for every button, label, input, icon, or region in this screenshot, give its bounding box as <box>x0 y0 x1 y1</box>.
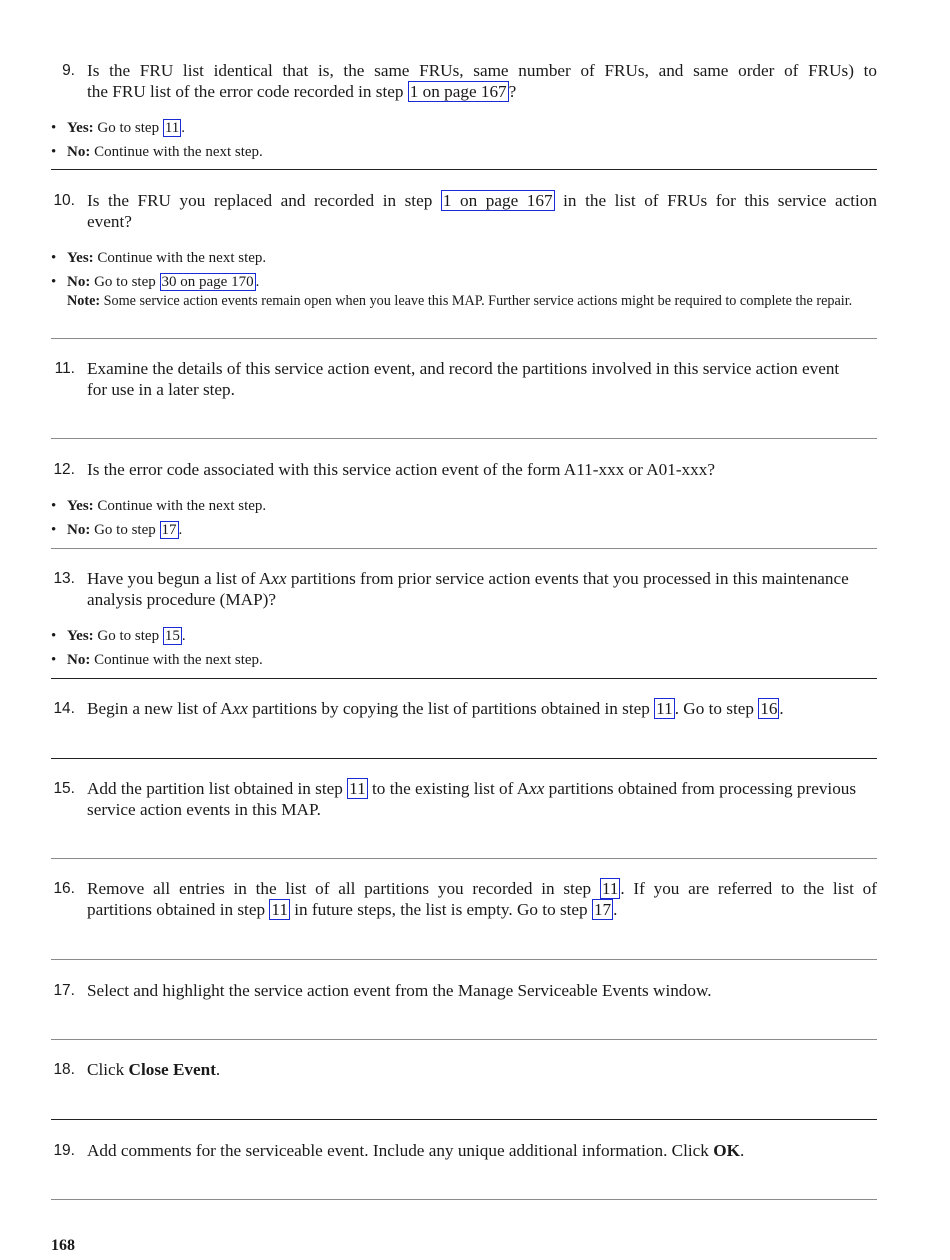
step-9-options <box>51 118 877 162</box>
step-18-text-end: . <box>215 1060 221 1079</box>
no-label: No: <box>67 274 91 290</box>
step-number: 10. <box>53 192 75 209</box>
page-number: 168 <box>51 1237 75 1254</box>
divider <box>51 1039 877 1040</box>
ok-label: OK <box>713 1141 740 1160</box>
yes-text-end: . <box>181 120 186 136</box>
yes-text-end: . <box>181 628 186 644</box>
step-14-text-cont-2: . Go to step <box>674 699 759 718</box>
step-19-text: Add comments for the serviceable event. Include any unique additional information. Click <box>87 1141 714 1160</box>
no-option <box>51 142 877 162</box>
divider <box>51 858 877 859</box>
xref-step-11[interactable]: 11 <box>601 879 619 898</box>
xref-step-1-page-167[interactable]: 1 on page 167 <box>409 82 507 101</box>
step-number: 11. <box>54 360 75 377</box>
step-11-question <box>51 358 857 400</box>
yes-text: Continue with the next step. <box>93 250 267 266</box>
xref-step-17[interactable]: 17 <box>161 522 177 538</box>
step-17-question <box>51 980 877 1001</box>
step-10-question <box>51 190 877 232</box>
step-15-text-end: partitions obtained from processing previous service action events in this MAP. <box>87 779 857 819</box>
no-label: No: <box>67 144 91 160</box>
step-17-text: Select and highlight the service action event from the Manage Serviceable Events window. <box>87 981 712 1000</box>
step-12-question <box>51 459 877 480</box>
step-11 <box>51 358 877 400</box>
no-label: No: <box>67 522 91 538</box>
step-13-question <box>51 568 877 610</box>
step-16-text: Remove all entries in the list of all partitions you recorded in step <box>87 879 600 898</box>
no-text: Continue with the next step. <box>90 652 263 668</box>
variable-xx: xx <box>529 779 545 798</box>
xref-step-30-page-170[interactable]: 30 on page 170 <box>161 274 254 290</box>
yes-text: Go to step <box>93 628 163 644</box>
divider <box>51 1119 877 1120</box>
yes-label: Yes: <box>67 250 94 266</box>
step-13-text: Have you begun a list of A <box>87 569 272 588</box>
divider <box>51 438 877 439</box>
step-number: 15. <box>53 780 75 797</box>
step-18 <box>51 1059 877 1080</box>
step-19-question <box>51 1140 877 1161</box>
variable-xx: xx <box>232 699 248 718</box>
step-14-text: Begin a new list of A <box>87 699 233 718</box>
step-10 <box>51 190 877 311</box>
step-number: 13. <box>53 570 75 587</box>
step-15-text-cont: to the existing list of A <box>367 779 530 798</box>
yes-option <box>51 496 877 516</box>
note-label: Note: <box>67 293 101 309</box>
yes-text: Go to step <box>93 120 163 136</box>
divider <box>51 959 877 960</box>
step-11-text: Examine the details of this service action event, and record the partitions involved in this service action event for use in a later step. <box>87 359 840 399</box>
step-9-text: the FRU list of the error code recorded in step <box>87 82 408 101</box>
divider <box>51 678 877 679</box>
step-13-text-cont: partitions from prior service action events that you processed in this maintenance analysis procedure (MAP)? <box>87 569 849 609</box>
step-number: 17. <box>53 982 75 999</box>
step-13-options <box>51 626 877 670</box>
step-12-text: Is the error code associated with this service action event of the form A11-xxx or A01-xxx? <box>87 460 715 479</box>
step-number: 16. <box>53 880 75 897</box>
step-12-options <box>51 496 877 540</box>
variable-xx: xx <box>271 569 287 588</box>
step-15-text: Add the partition list obtained in step <box>87 779 348 798</box>
xref-step-15[interactable]: 15 <box>164 628 180 644</box>
xref-step-11[interactable]: 11 <box>349 779 366 798</box>
step-19-text-end: . <box>739 1141 745 1160</box>
no-option <box>51 272 877 311</box>
yes-label: Yes: <box>67 120 94 136</box>
xref-step-17[interactable]: 17 <box>593 900 612 919</box>
step-10-text-cont: in the list of FRUs for this service action <box>554 191 877 210</box>
step-9-text-end: ? <box>508 82 517 101</box>
yes-label: Yes: <box>67 498 94 514</box>
step-16-question <box>51 878 877 920</box>
step-13 <box>51 568 877 670</box>
step-10-options <box>51 248 877 311</box>
divider <box>51 758 877 759</box>
step-14-text-cont: partitions by copying the list of partitions obtained in step <box>247 699 655 718</box>
step-19 <box>51 1140 877 1161</box>
yes-option <box>51 248 877 268</box>
step-10-line-2: event? <box>87 212 132 231</box>
xref-step-11[interactable]: 11 <box>164 120 180 136</box>
divider <box>51 1199 877 1200</box>
step-number: 14. <box>53 700 75 717</box>
divider <box>51 338 877 339</box>
step-9-line-1: Is the FRU list identical that is, the same FRUs, same number of FRUs, and same order of FRUs) to <box>87 61 877 80</box>
no-option <box>51 520 877 540</box>
no-text: Go to step <box>90 274 160 290</box>
divider <box>51 169 877 170</box>
step-18-text: Click <box>87 1060 129 1079</box>
xref-step-11[interactable]: 11 <box>656 699 673 718</box>
step-number: 9. <box>62 62 75 79</box>
step-14-text-end: . <box>779 699 784 718</box>
no-option <box>51 650 877 670</box>
note <box>51 292 877 311</box>
step-16-line-2-cont: in future steps, the list is empty. Go to step <box>289 900 592 919</box>
xref-step-1-page-167[interactable]: 1 on page 167 <box>442 191 553 210</box>
step-15 <box>51 778 877 820</box>
step-16-text-cont: . If you are referred to the list of <box>620 879 877 898</box>
step-14 <box>51 698 877 719</box>
step-18-question <box>51 1059 877 1080</box>
close-event-label: Close Event <box>128 1060 216 1079</box>
no-label: No: <box>67 652 91 668</box>
step-15-question <box>51 778 857 820</box>
xref-step-16[interactable]: 16 <box>760 699 778 718</box>
no-text-end: . <box>255 274 260 290</box>
step-9 <box>51 60 877 162</box>
step-number: 19. <box>53 1142 75 1159</box>
note-text: Some service action events remain open when you leave this MAP. Further service actions might be required to complete the repair. <box>100 293 853 309</box>
xref-step-11[interactable]: 11 <box>271 900 288 919</box>
yes-label: Yes: <box>67 628 94 644</box>
step-16-line-2: partitions obtained in step <box>87 900 270 919</box>
step-number: 12. <box>53 461 75 478</box>
step-9-question <box>51 60 877 102</box>
step-12 <box>51 459 877 540</box>
no-text-end: . <box>178 522 183 538</box>
no-text: Continue with the next step. <box>90 144 263 160</box>
step-17 <box>51 980 877 1001</box>
step-16 <box>51 878 877 920</box>
no-text: Go to step <box>90 522 160 538</box>
yes-option <box>51 118 877 138</box>
step-14-question <box>51 698 877 719</box>
yes-text: Continue with the next step. <box>93 498 267 514</box>
step-16-text-end: . <box>613 900 618 919</box>
step-number: 18. <box>53 1061 75 1078</box>
divider <box>51 548 877 549</box>
yes-option <box>51 626 877 646</box>
step-10-text: Is the FRU you replaced and recorded in step <box>87 191 441 210</box>
